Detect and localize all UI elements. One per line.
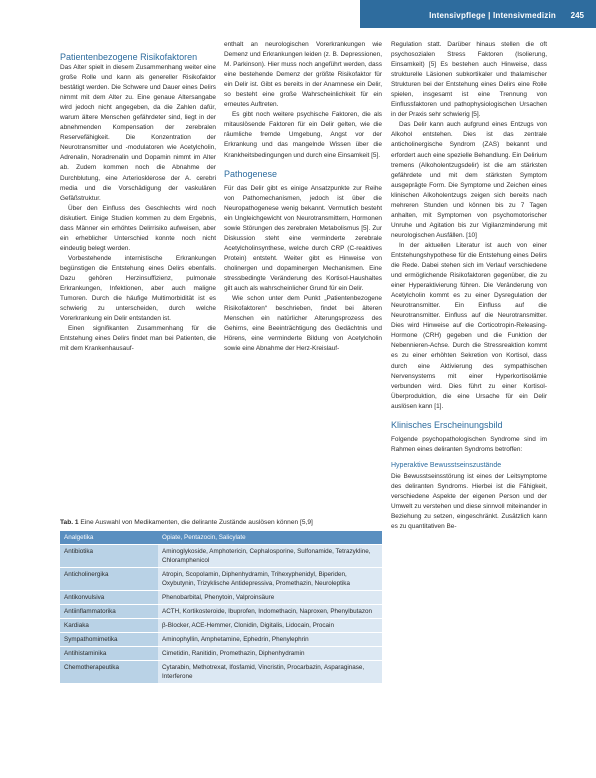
table-row bbox=[60, 605, 382, 619]
running-title: Intensivpflege | Intensivmedizin bbox=[429, 11, 556, 20]
paragraph: Die Bewusstseinsstörung ist eines der Leitsymptome des deliranten Syndroms. Hierbei ist die Fähigkeit, verschiedene Aspekte der eigenen Person und der Umwelt zu verstehen und diese sinnvoll miteinander in Beziehung zu setzen, eingeschränkt. Zusätzlich kann es zu quantitativen Be- bbox=[391, 472, 547, 531]
table-row bbox=[60, 545, 382, 568]
table-cell-group: Analgetika bbox=[60, 531, 158, 545]
table-row bbox=[60, 591, 382, 605]
medication-table bbox=[60, 531, 382, 684]
paragraph: Wie schon unter dem Punkt „Patientenbezogene Risikofaktoren“ beschrieben, findet bei älteren Menschen ein natürlicher Alterungsprozess des Gehirns, eine Beeinträchtigung des Gedächtnis und Hörens, eine verminderte Bildung von Acetylcholin sowie eine Abnahme der Herz-Kreislauf- bbox=[224, 295, 382, 353]
paragraph: Folgende psychopathologischen Syndrome sind im Rahmen eines deliranten Syndroms betroffen: bbox=[391, 435, 547, 453]
column-2 bbox=[224, 40, 382, 354]
subheading-consciousness: Hyperaktive Bewusstseinszustände bbox=[391, 461, 502, 469]
paragraph: Einen signifikanten Zusammenhang für die Entstehung eines Delirs findet man bei Patienten, die mit dem Krankenhausauf- bbox=[60, 325, 216, 353]
paragraph: In der aktuellen Literatur ist auch von einer Entstehungshypothese für die Entstehung eines Delirs die Rede. Dabei stehen sich im Verlauf verschiedene und ermöglichende Risikofaktoren gegenüber, die zu einer Hyperaktivierung führen. Die Veränderung von Acetylcholin kommt es zu einer Dysregulation der Neurotransmitter. Ein Einfluss auf die Neurotransmitter. Einfluss auf die Neurotransmitter. Dies wird Hinweise auf die Corticotropin-Releasing-Hormone (CRH) gegeben und die Funktion der Nebennieren-Achse. Durch die Stressreaktion kommt es zu einer erhöhten Sekretion von Kortisol, dass durch eine Aktivierung des sympathischen Nervensystems mit einer Hyperkortisolämie verbunden wird. Dies führt zu einer Kortisol-Überproduktion, die eine Ursache für ein Delir auslösen kann [1]. bbox=[391, 241, 547, 410]
section-heading-clinical-picture: Klinisches Erscheinungsbild bbox=[391, 419, 503, 430]
table-row bbox=[60, 619, 382, 633]
table-cell-group: Sympathomimetika bbox=[60, 633, 158, 647]
table-row bbox=[60, 531, 382, 545]
table-cell-drugs: Opiate, Pentazocin, Salicylate bbox=[158, 531, 382, 545]
table-cell-drugs: Cytarabin, Methotrexat, Ifosfamid, Vincristin, Procarbazin, Asparaginase, Interferone bbox=[158, 661, 382, 684]
table-cell-drugs: ACTH, Kortikosteroide, Ibuprofen, Indomethacin, Naproxen, Phenylbutazon bbox=[158, 605, 382, 619]
column-1 bbox=[60, 52, 216, 354]
table-cell-group: Antiinflammatorika bbox=[60, 605, 158, 619]
section-heading-pathogenesis: Pathogenese bbox=[224, 168, 278, 179]
table-row bbox=[60, 647, 382, 661]
paragraph: Für das Delir gibt es einige Ansatzpunkte zur Reihe von Pathomechanismen, jedoch ist über die Neuropathogenese wenig bekannt. Vermutlich besteht ein Ungleichgewicht von Neurotransmittern, Hormonen sowie Störungen des zerebralen Metabolismus [5]. Zur Diskussion steht eine verminderte zerebrale Acetylcholinsynthese, welche durch CRP (C-reaktives Protein) entsteht. Weiter gibt es Hinweise von cholinergen und dopaminergen Mechanismen. Eine stressbedingte Veränderung des Kortisol-Haushaltes gilt auch als wahrscheinlicher Grund für ein Delir. bbox=[224, 184, 382, 293]
page-number: 245 bbox=[570, 11, 584, 20]
table-row bbox=[60, 661, 382, 684]
table-cell-drugs: Phenobarbital, Phenytoin, Valproinsäure bbox=[158, 591, 382, 605]
paragraph: Regulation statt. Darüber hinaus stellen die oft psychosozialen Stress Faktoren (Isolierung, Einsamkeit) [5] Es bestehen auch Hinweise, dass strukturelle Läsionen subkortikaler und thalamischer Strukturen bei der Entstehung eines Delirs eine Rolle spielen, insgesamt ist eine Trennung von Einflussfaktoren und pathophysiologischen Ursachen in der Praxis sehr schwierig [5]. bbox=[391, 41, 547, 119]
paragraph: Es gibt noch weitere psychische Faktoren, die als mitauslösende Faktoren für ein Delir gelten, wie die räumliche fremde Umgebung, Angst vor der Erkrankung und das mangelnde Wissen über die Krankheitsbedingungen und durch eine Einsamkeit [5]. bbox=[224, 111, 382, 159]
table-cell-drugs: Cimetidin, Ranitidin, Promethazin, Diphenhydramin bbox=[158, 647, 382, 661]
paragraph: Das Delir kann auch aufgrund eines Entzugs von Alkohol entstehen. Dies ist das zentrale anticholinergische Syndrom (ZAS) bekannt und erfordert auch eine spezielle Behandlung. Ein Delirium tremens (Alkoholentzugsdelir) ist die am stärksten gefährdete und mit dem stärksten Symptom ausgeprägte Form. Die Symptome und Zeichen eines klinischen Alkoholentzugs zeigen sich bereits nach mehreren Stunden und können bis zu 7 Tagen anhalten, mit Symptomen von psychomotorischer Unruhe und Agitation bis zur Vigilanzminderung mit neurologischen Ausfällen. [10] bbox=[391, 121, 547, 239]
table-row bbox=[60, 568, 382, 591]
section-heading-risk-factors: Patientenbezogene Risikofaktoren bbox=[60, 52, 198, 62]
paragraph: enthalt an neurologischen Vorerkrankungen wie Demenz und Erkrankungen leiden (z. B. Depressionen, M. Parkinson). Hier muss noch angeführt werden, dass eine bestehende Demenz der größte Risikofaktor für ein Delir ist. Gibt es bereits in der Anamnese ein Delir, so besteht eine große Wahrscheinlichkeit für ein erneutes Auftreten. bbox=[224, 41, 382, 109]
table-cell-group: Antikonvulsiva bbox=[60, 591, 158, 605]
table-cell-drugs: Aminoglykoside, Amphotericin, Cephalosporine, Sulfonamide, Tetrazykline, Chloramphenicol bbox=[158, 545, 382, 568]
table-cell-group: Antibiotika bbox=[60, 545, 158, 568]
table-caption-text: Eine Auswahl von Medikamenten, die delirante Zustände auslösen können [5,9] bbox=[80, 519, 313, 526]
table-cell-drugs: Atropin, Scopolamin, Diphenhydramin, Trihexyphenidyl, Biperiden, Oxybutynin, Trizyklische Antidepressiva, Promethazin, Neuroleptika bbox=[158, 568, 382, 591]
table-cell-group: Anticholinergika bbox=[60, 568, 158, 591]
column-3 bbox=[391, 40, 547, 532]
table-caption bbox=[60, 518, 380, 527]
table-row bbox=[60, 633, 382, 647]
table-caption-label: Tab. 1 bbox=[60, 519, 79, 526]
table-cell-drugs: β-Blocker, ACE-Hemmer, Clonidin, Digitalis, Lidocain, Procain bbox=[158, 619, 382, 633]
page-header bbox=[0, 0, 596, 40]
table-cell-group: Antihistaminika bbox=[60, 647, 158, 661]
table-cell-drugs: Aminophyllin, Amphetamine, Ephedrin, Phenylephrin bbox=[158, 633, 382, 647]
paragraph: Über den Einfluss des Geschlechts wird noch diskutiert. Einige Studien kommen zu dem Ergebnis, dass Männer ein erhöhtes Delirrisiko aufweisen, aber ein erheblicher Unterschied konnte noch nicht eindeutig belegt werden. bbox=[60, 204, 216, 252]
paragraph: Das Alter spielt in diesem Zusammenhang weiter eine große Rolle und kann als genereller Risikofaktor bestätigt werden. Die Schwere und Dauer eines Delirs nimmt mit dem Alter zu. Eine genaue Altersangabe wird jedoch nicht angegeben, da die Zahlen dafür, warum ältere Menschen gefährdeter sind, liegt in der abnehmenden Kompensation der zerebralen Reservefähigkeit. Die Konzentration der Neurotransmitter und -modulatoren wie Acetylcholin, Adrenalin, Noradrenalin und Dopamin nimmt im Alter ab. Zudem kommen noch die Abnahme der Durchblutung, eine Arteriosklerose der A. cerebri media und die Vorschädigung der vaskulären Gefäßstruktur. bbox=[60, 64, 216, 202]
paragraph: Vorbestehende internistische Erkrankungen begünstigen die Entstehung eines Delirs ebenfalls. Dazu gehören Herzinsuffizienz, pulmonale Erkrankungen, Infektionen, aber auch maligne Tumoren. Durch die häufige Multimorbidität ist es schwierig zu unterscheiden, durch welche Vorerkrankung ein Delir entstanden ist. bbox=[60, 254, 216, 323]
table-cell-group: Chemotherapeutika bbox=[60, 661, 158, 684]
table-cell-group: Kardiaka bbox=[60, 619, 158, 633]
